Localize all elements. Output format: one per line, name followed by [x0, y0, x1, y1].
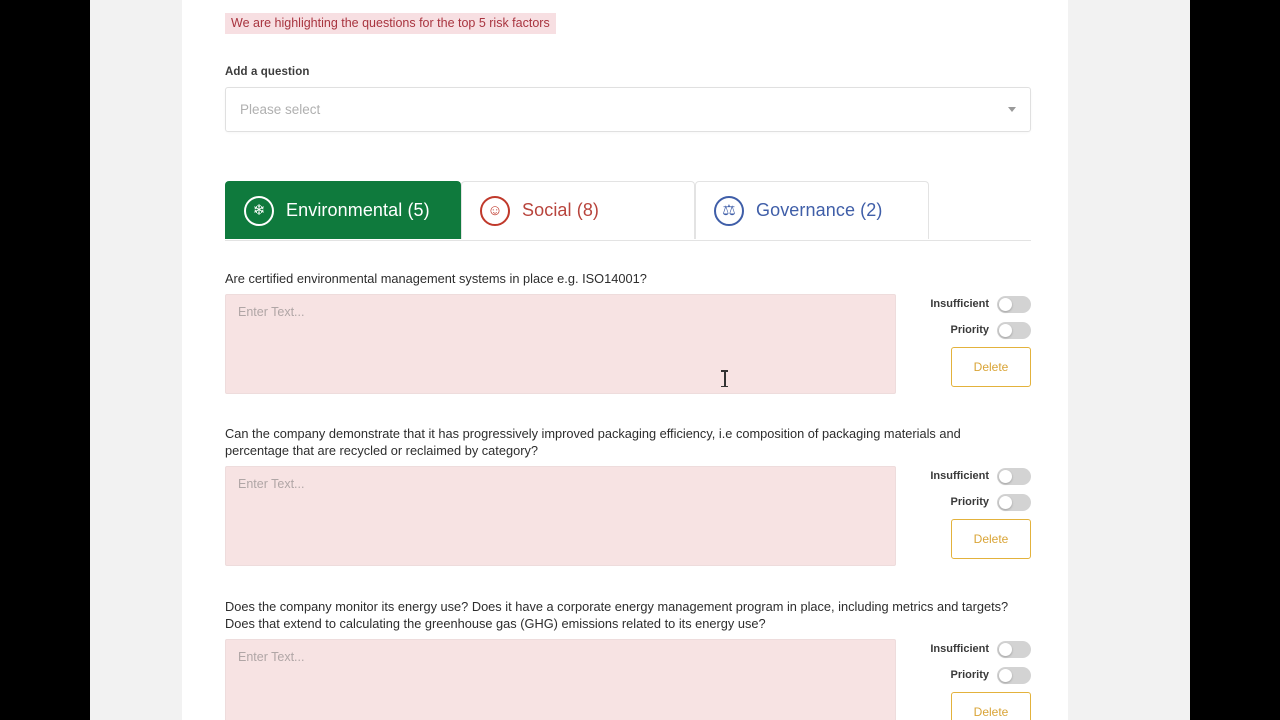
tab-governance[interactable] [695, 181, 929, 239]
category-tabs [225, 181, 1031, 241]
priority-toggle[interactable] [997, 494, 1031, 511]
page-gutter-right [1068, 0, 1190, 720]
add-question-placeholder: Please select [240, 102, 321, 117]
question-item [225, 598, 1031, 720]
answer-placeholder: Enter Text... [238, 477, 305, 491]
tab-environmental[interactable] [225, 181, 461, 239]
priority-label: Priority [950, 496, 989, 508]
page-gutter-left [90, 0, 182, 720]
questionnaire-page [182, 0, 1068, 720]
delete-button[interactable]: Delete [951, 347, 1031, 387]
delete-button[interactable]: Delete [951, 519, 1031, 559]
toggle-knob [999, 324, 1012, 337]
priority-label: Priority [950, 669, 989, 681]
priority-toggle-row [901, 492, 1031, 512]
question-text: Are certified environmental management systems in place e.g. ISO14001? [225, 271, 647, 286]
priority-toggle[interactable] [997, 322, 1031, 339]
gavel-icon: ⚖ [714, 196, 744, 226]
question-controls [901, 466, 1031, 546]
question-item [225, 425, 1031, 566]
toggle-knob [999, 470, 1012, 483]
question-text: Does the company monitor its energy use? Does it have a corporate energy management program in place, including metrics and targets? Does that extend to calculating the greenhouse gas (GHG) emissions related to its energy use? [225, 599, 1009, 631]
tab-social[interactable] [461, 181, 695, 239]
answer-placeholder: Enter Text... [238, 650, 305, 664]
question-body [225, 466, 1031, 566]
toggle-knob [999, 496, 1012, 509]
tab-environmental-label: Environmental (5) [286, 200, 430, 220]
priority-toggle-row [901, 320, 1031, 340]
toggle-knob [999, 669, 1012, 682]
insufficient-toggle-row [901, 466, 1031, 486]
question-body [225, 294, 1031, 394]
tab-governance-label: Governance (2) [756, 200, 883, 220]
toggle-knob [999, 298, 1012, 311]
people-icon: ☺ [480, 196, 510, 226]
question-text: Can the company demonstrate that it has progressively improved packaging efficiency, i.e composition of packaging materials and percentage that are recycled or reclaimed by category? [225, 426, 961, 458]
question-item [225, 270, 1031, 394]
toggle-knob [999, 643, 1012, 656]
add-question-label: Add a question [225, 66, 310, 78]
insufficient-label: Insufficient [930, 298, 989, 310]
insufficient-toggle[interactable] [997, 296, 1031, 313]
question-controls [901, 294, 1031, 374]
insufficient-toggle[interactable] [997, 468, 1031, 485]
insufficient-toggle-row [901, 639, 1031, 659]
add-question-select[interactable] [225, 87, 1031, 132]
tab-social-label: Social (8) [522, 200, 600, 220]
chevron-down-icon [1008, 107, 1016, 112]
question-body [225, 639, 1031, 720]
priority-label: Priority [950, 324, 989, 336]
priority-toggle-row [901, 665, 1031, 685]
answer-input[interactable] [225, 639, 896, 720]
highlight-note: We are highlighting the questions for the top 5 risk factors [225, 13, 556, 34]
leaf-icon: ❄ [244, 196, 274, 226]
insufficient-label: Insufficient [930, 470, 989, 482]
insufficient-toggle-row [901, 294, 1031, 314]
delete-button[interactable]: Delete [951, 692, 1031, 720]
answer-placeholder: Enter Text... [238, 305, 305, 319]
answer-input[interactable] [225, 466, 896, 566]
question-controls [901, 639, 1031, 719]
answer-input[interactable] [225, 294, 896, 394]
insufficient-label: Insufficient [930, 643, 989, 655]
insufficient-toggle[interactable] [997, 641, 1031, 658]
priority-toggle[interactable] [997, 667, 1031, 684]
